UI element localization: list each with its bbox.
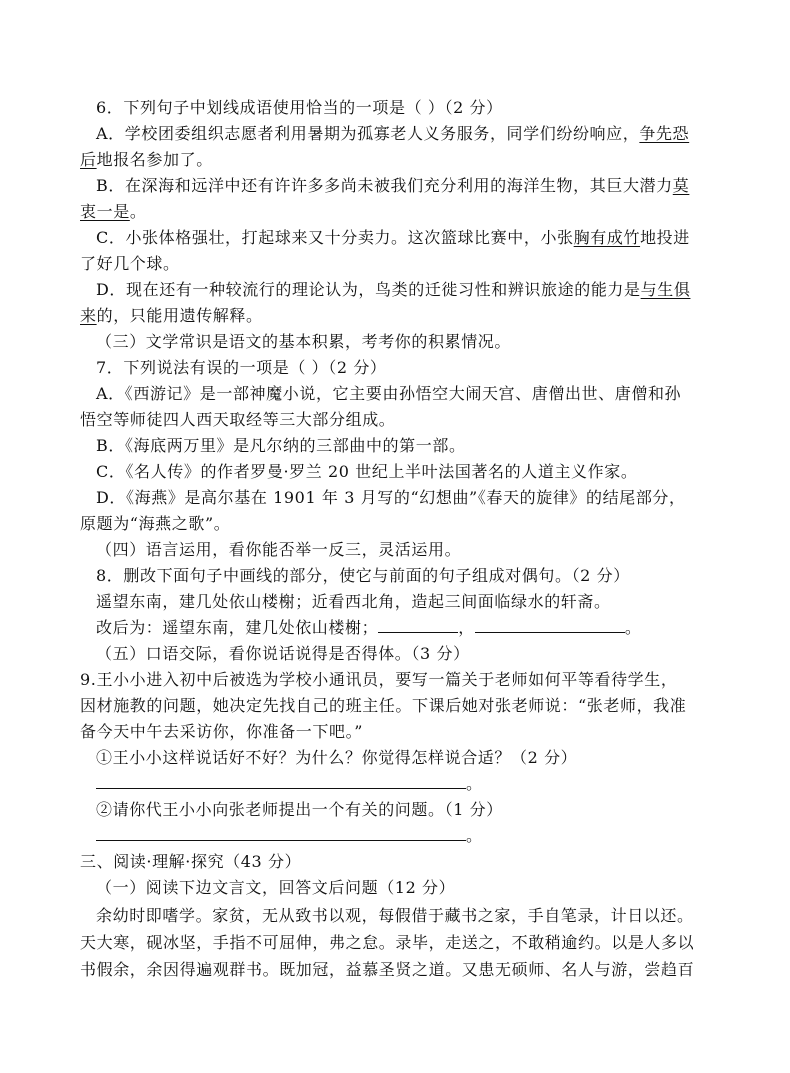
q7-option-a: A．《西游记》是一部神魔小说，它主要由孙悟空大闹天宫、唐僧出世、唐僧和孙 <box>96 384 682 403</box>
section-5-title: （五）口语交际，看你说话说得是否得体。（3 分） <box>96 644 470 663</box>
q6-option-c: C．小张体格强壮，打起球来又十分卖力。这次篮球比赛中，小张胸有成竹地投进 <box>96 228 690 247</box>
section-3-title: （三）文学常识是语文的基本积累，考考你的积累情况。 <box>96 332 512 351</box>
q6-b-underlined-idiom: 莫 <box>672 176 690 195</box>
q6-d-underlined-idiom: 与生俱 <box>640 280 691 299</box>
q6-option-a: A．学校团委组织志愿者利用暑期为孤寡老人义务服务，同学们纷纷响应，争先恐 <box>96 124 690 143</box>
q6-option-c-cont: 了好几个球。 <box>80 254 180 273</box>
q6-option-d-cont: 来的，只能用遗传解释。 <box>80 306 263 325</box>
q7-option-d: D．《海燕》是高尔基在 1901 年 3 月写的“幻想曲”《春天的旋律》的结尾部分， <box>96 488 686 507</box>
q6-option-a-cont: 后地报名参加了。 <box>80 150 213 169</box>
q9-subquestion-1: ①王小小这样说话好不好？为什么？你觉得怎样说合适？（2 分） <box>96 748 578 767</box>
q7-option-b: B．《海底两万里》是凡尔纳的三部曲中的第一部。 <box>96 436 466 455</box>
q8-answer-blank-2[interactable] <box>475 618 625 633</box>
q9-answer-line-1: 。 <box>96 774 728 794</box>
q9-text-line-2: 因材施教的问题，她决定先找自己的班主任。下课后她对张老师说：“张老师，我准 <box>80 696 687 715</box>
classical-passage-line-3: 书假余，余因得遍观群书。既加冠，益慕圣贤之道。又患无硕师、名人与游，尝趋百 <box>80 960 695 979</box>
q6-c-underlined-idiom: 胸有成竹 <box>573 228 641 247</box>
q9-text-line-1: 9.王小小进入初中后被选为学校小通讯员，要写一篇关于老师如何平等看待学生， <box>80 670 678 689</box>
q6-stem: 6．下列句子中划线成语使用恰当的一项是（ ）（2 分） <box>96 98 503 117</box>
q9-text-line-3: 备今天中午去采访你，你准备一下吧。” <box>80 722 363 741</box>
q8-answer-blank-1[interactable] <box>378 618 458 633</box>
q9-subquestion-2: ②请你代王小小向张老师提出一个有关的问题。（1 分） <box>96 800 503 819</box>
q6-option-d: D．现在还有一种较流行的理论认为，鸟类的迁徙习性和辨识旅途的能力是与生俱 <box>96 280 691 299</box>
q8-sentence: 遥望东南，建几处依山楼榭；近看西北角，造起三间面临绿水的轩斋。 <box>96 592 611 611</box>
q8-answer-line: 改后为：遥望东南，建几处依山楼榭； ， 。 <box>96 618 642 637</box>
section-4-title: （四）语言运用，看你能否举一反三，灵活运用。 <box>96 540 462 559</box>
q9-answer-blank-1[interactable] <box>96 774 466 789</box>
classical-passage-line-2: 天大寒，砚冰坚，手指不可屈伸，弗之怠。录毕，走送之，不敢稍逾约。以是人多以 <box>80 933 695 952</box>
q6-option-b-cont: 衷一是。 <box>80 202 147 221</box>
q7-option-d-cont: 原题为“海燕之歌”。 <box>80 514 231 533</box>
part-3-subsection-1-title: （一）阅读下边文言文，回答文后问题（12 分） <box>96 878 456 897</box>
q7-option-c: C．《名人传》的作者罗曼·罗兰 20 世纪上半叶法国著名的人道主义作家。 <box>96 462 638 481</box>
classical-passage-line-1: 余幼时即嗜学。家贫，无从致书以观，每假借于藏书之家，手自笔录，计日以还。 <box>96 906 694 925</box>
q8-stem: 8．删改下面句子中画线的部分，使它与前面的句子组成对偶句。（2 分） <box>96 566 630 585</box>
q9-answer-line-2: 。 <box>96 826 728 846</box>
q6-option-b: B．在深海和远洋中还有许许多多尚未被我们充分利用的海洋生物，其巨大潜力莫 <box>96 176 690 195</box>
q6-a-underlined-idiom: 争先恐 <box>639 124 690 143</box>
q7-stem: 7．下列说法有误的一项是（ ）（2 分） <box>96 358 387 377</box>
part-3-title: 三、阅读·理解·探究（43 分） <box>80 852 302 871</box>
q7-option-a-cont: 悟空等师徒四人西天取经等三大部分组成。 <box>80 410 396 429</box>
q9-answer-blank-2[interactable] <box>96 826 466 841</box>
